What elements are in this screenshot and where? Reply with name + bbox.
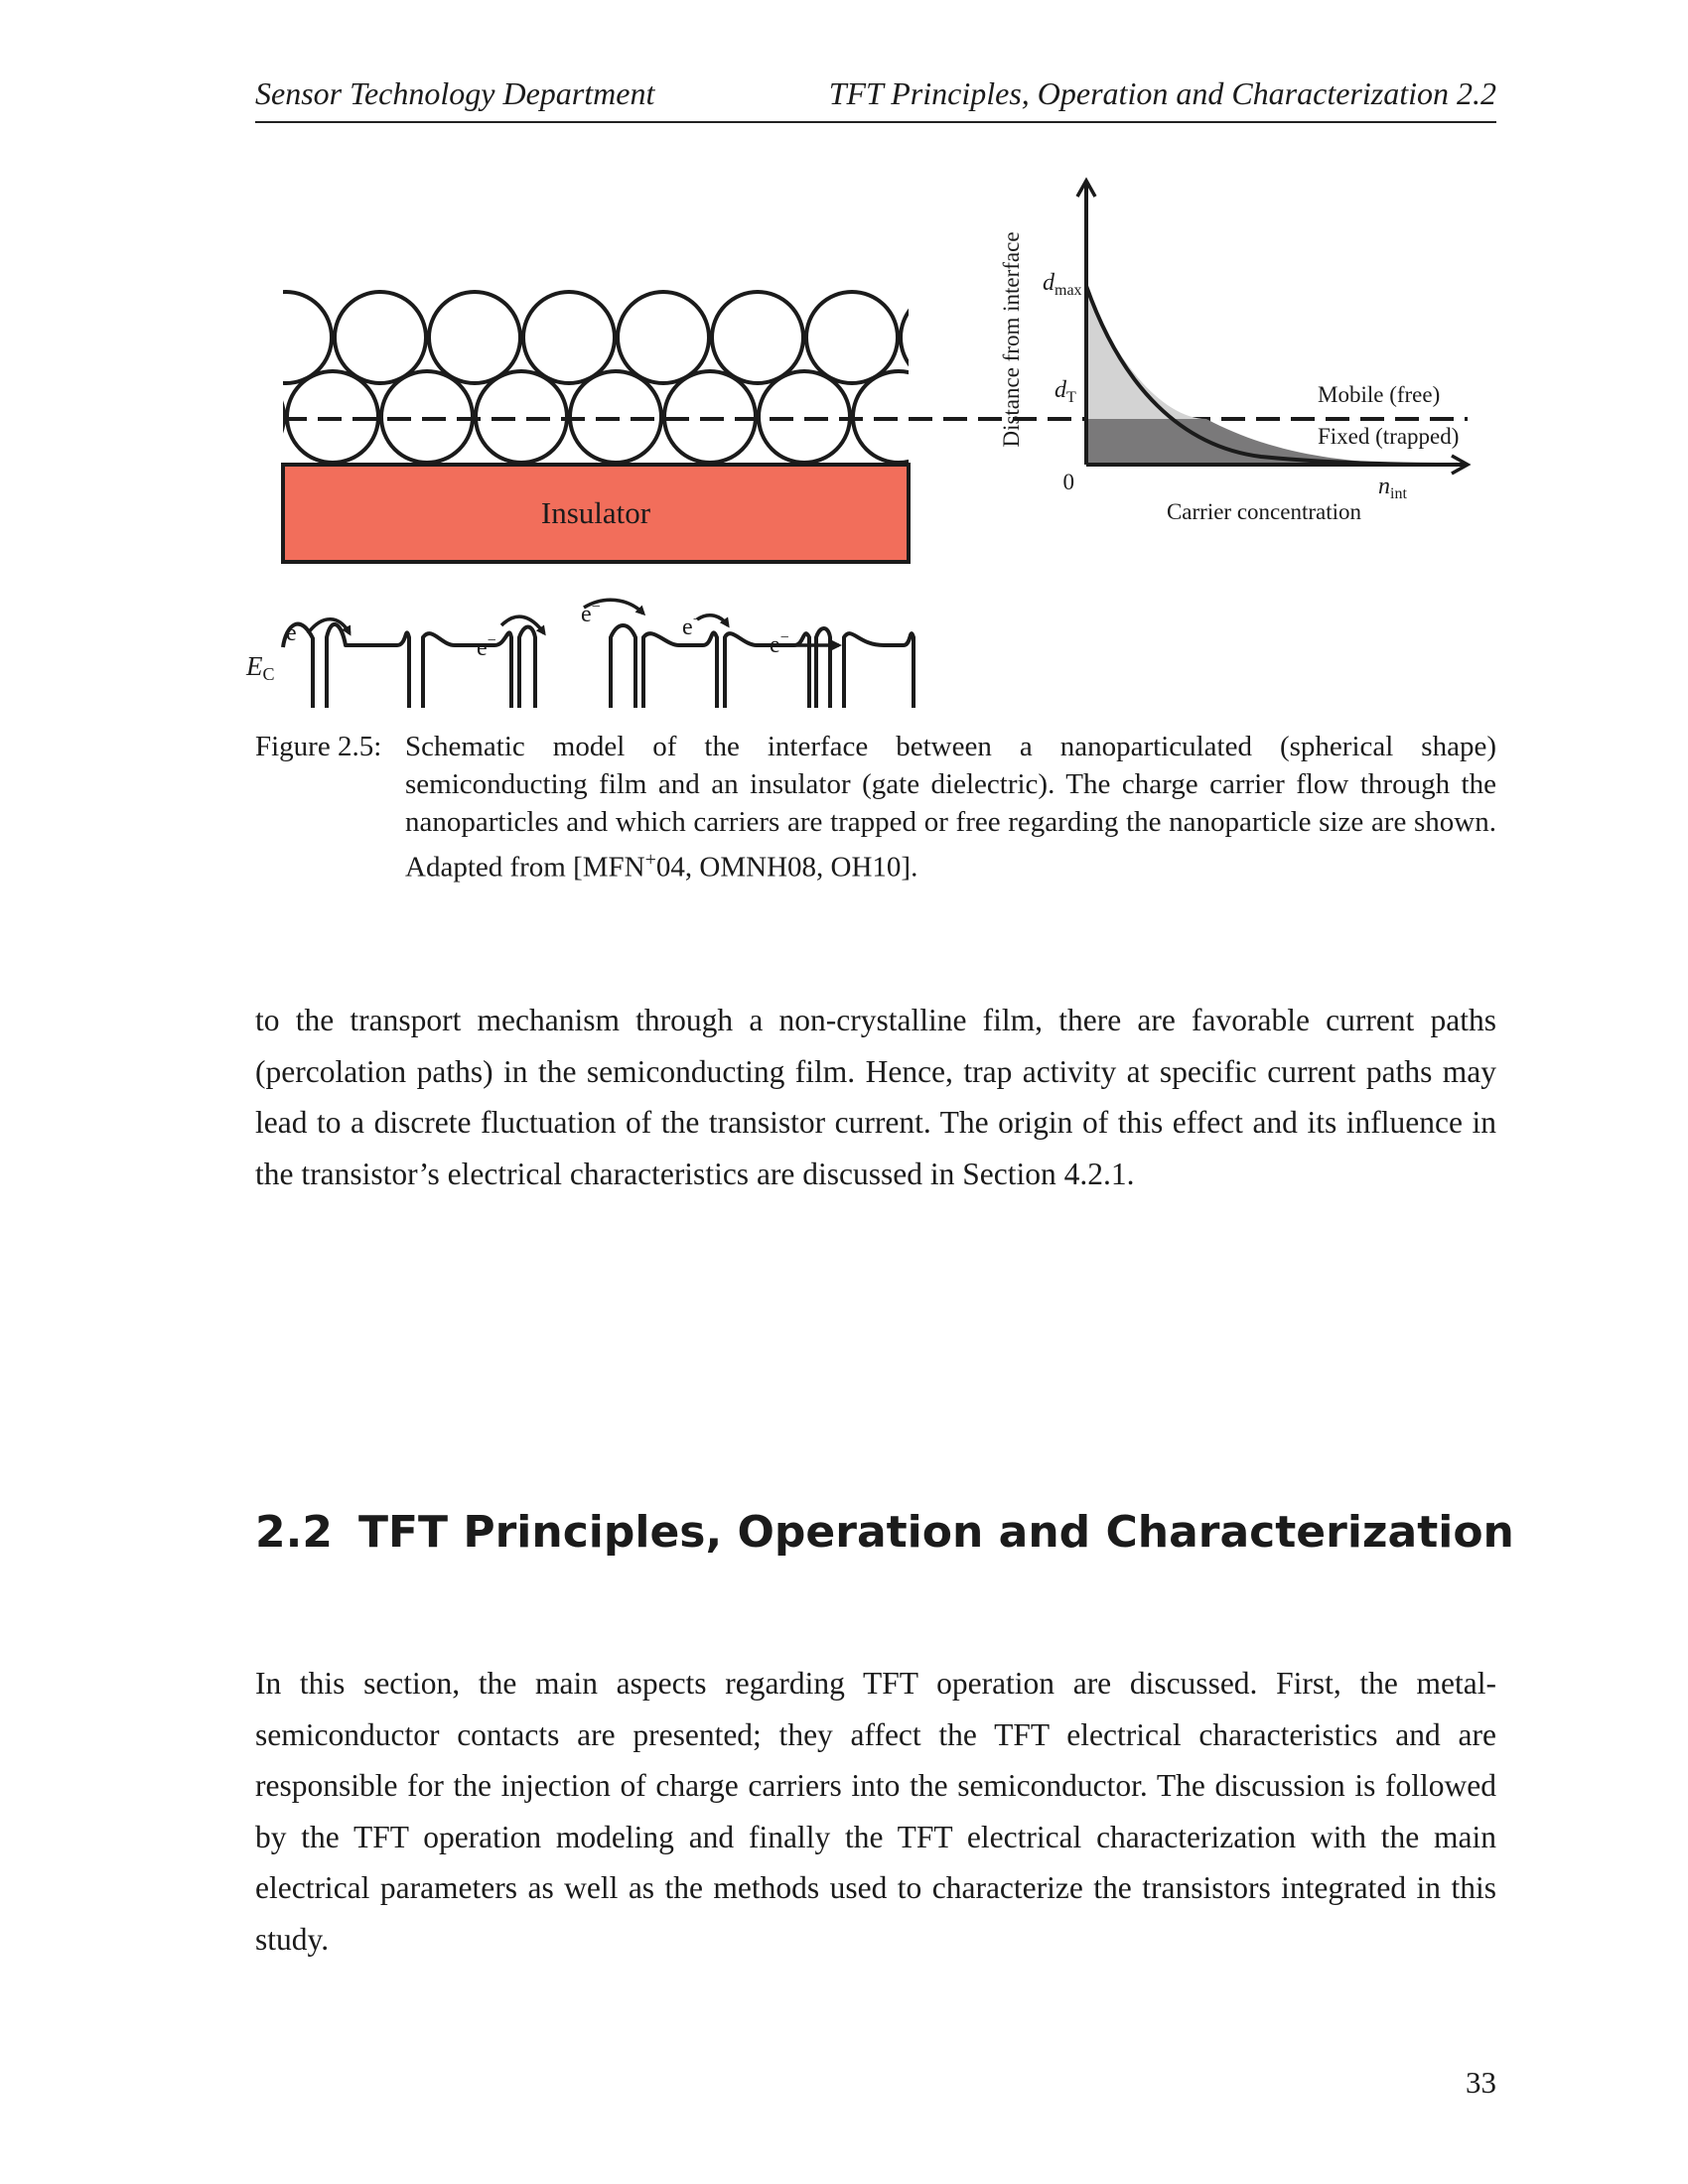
concentration-plot — [999, 181, 1468, 524]
nanoparticle — [712, 292, 803, 383]
electron-label: e− — [682, 612, 702, 640]
caption-superscript: + — [644, 849, 656, 871]
nanoparticle — [901, 292, 992, 383]
header-right: TFT Principles, Operation and Characterization 2.2 — [828, 75, 1496, 111]
body-paragraph: In this section, the main aspects regarding TFT operation are discussed. First, the metal-semiconductor contacts are presented; they affect the TFT electrical characteristics and are responsible for the injection of charge carriers into the semiconductor. The discussion is followed by the TFT operation modeling and finally the TFT electrical characterization with the main electrical parameters as well as the methods used to characterize the transistors integrated in this study. — [255, 1666, 1496, 1957]
nanoparticle — [240, 292, 332, 383]
mobile-label: Mobile (free) — [1318, 382, 1441, 407]
nanoparticle — [806, 292, 898, 383]
d-t-label: $d_T$ — [1055, 377, 1076, 406]
caption-label: Figure 2.5: — [255, 731, 382, 762]
origin-label: 0 — [1062, 470, 1074, 494]
x-axis-label: Carrier concentration — [1166, 499, 1362, 524]
insulator-label: Insulator — [540, 495, 651, 530]
caption-text: Schematic model of the interface between a nanoparticulated (spherical shape) semiconducting film and an insulator (gate dielectric). The charge carrier flow through the nanoparticles and which carriers are trapped or free regarding the nanoparticle size are shown. Adapted from [MFN+04, OMNH08, OH10]. — [405, 731, 1496, 884]
interface-figure — [228, 159, 1519, 715]
page-number: 33 — [1466, 2065, 1496, 2100]
section-title: TFT Principles, Operation and Characterization — [357, 1507, 1514, 1558]
n-int-label: $n_{int}$ — [1378, 474, 1407, 502]
conduction-band-profile — [283, 624, 914, 708]
electron-arrows — [308, 600, 839, 645]
electron-label: e− — [477, 632, 496, 661]
electron-label: e− — [286, 617, 306, 646]
nanoparticle — [228, 371, 284, 463]
section-heading — [255, 1507, 1514, 1558]
band-label: EC — [246, 651, 275, 684]
electron-label: e− — [770, 629, 789, 658]
nanoparticle — [476, 371, 567, 463]
y-axis-label: Distance from interface — [999, 231, 1024, 448]
nanoparticles — [228, 292, 992, 463]
nanoparticle — [523, 292, 615, 383]
header-left: Sensor Technology Department — [255, 75, 655, 111]
fixed-label: Fixed (trapped) — [1318, 424, 1460, 449]
nanoparticle — [335, 292, 426, 383]
d-max-label: $d_{max}$ — [1043, 270, 1082, 299]
mobile-region — [1086, 286, 1206, 419]
running-header — [255, 75, 1496, 123]
band-diagram — [245, 599, 914, 708]
body-paragraph: to the transport mechanism through a non-crystalline film, there are favorable current paths (percolation paths) in the semiconducting film. Hence, trap activity at specific current paths may lead to a discrete fluctuation of the transistor current. The origin of this effect and its influence in the transistor’s electrical characteristics are discussed in Section 4.2.1. — [255, 1003, 1496, 1191]
nanoparticle — [429, 292, 520, 383]
section-number: 2.2 — [255, 1507, 333, 1558]
electron-label: e− — [581, 599, 601, 627]
nanoparticle — [618, 292, 709, 383]
